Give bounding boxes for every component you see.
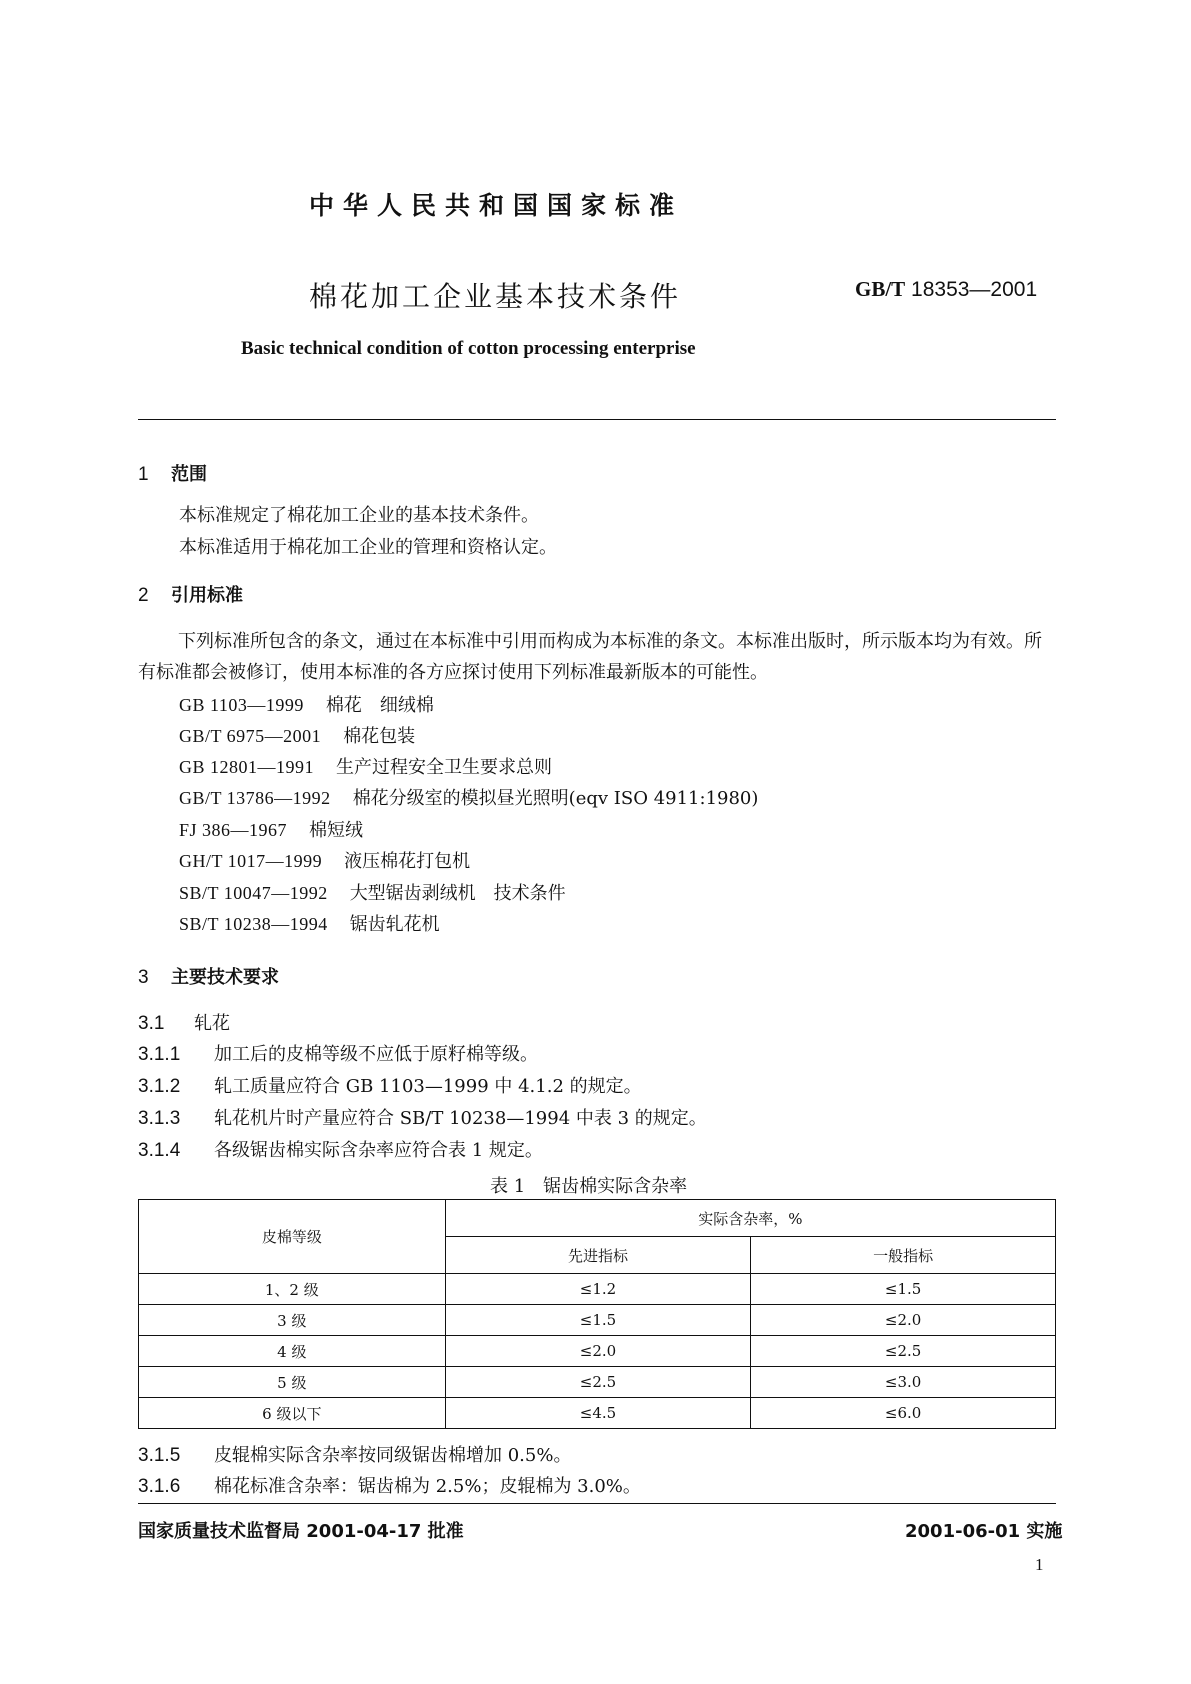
- cell-grade: 4 级: [139, 1336, 446, 1367]
- reference-code: SB/T 10238—1994: [179, 914, 328, 934]
- org-title: 中华人民共和国国家标准: [309, 191, 684, 220]
- reference-item: [179, 879, 566, 905]
- clause-number: 3.1.1: [138, 1044, 181, 1065]
- cell-advanced: ≤1.5: [445, 1305, 751, 1336]
- effective-date: 2001-06-01 实施: [905, 1521, 1063, 1542]
- cell-grade: 6 级以下: [139, 1398, 446, 1429]
- reference-title: 棉花分级室的模拟昼光照明(eqv ISO 4911:1980): [352, 788, 759, 809]
- cell-general: ≤2.0: [751, 1305, 1056, 1336]
- cell-grade: 3 级: [139, 1305, 446, 1336]
- section-3-number: 3: [138, 967, 149, 988]
- reference-title: 棉短绒: [309, 820, 364, 841]
- standard-prefix: GB/T: [855, 277, 906, 301]
- section-1-title: 范围: [171, 464, 207, 485]
- section-1-paragraph-2: 本标准适用于棉花加工企业的管理和资格认定。: [179, 537, 557, 558]
- clause-3-1-4: [138, 1136, 543, 1162]
- clause-number: 3.1.2: [138, 1076, 181, 1097]
- cell-general: ≤2.5: [751, 1336, 1056, 1367]
- clause-number: 3.1.3: [138, 1108, 181, 1129]
- reference-item: [179, 784, 758, 810]
- reference-code: GH/T 1017—1999: [179, 851, 323, 871]
- footer-divider: [138, 1503, 1056, 1504]
- reference-item: [179, 910, 440, 936]
- clause-3-1: [138, 1009, 230, 1035]
- header-divider: [138, 419, 1056, 420]
- english-title: Basic technical condition of cotton processing enterprise: [241, 338, 696, 359]
- table-header-advanced: 先进指标: [445, 1237, 751, 1274]
- reference-title: 锯齿轧花机: [349, 914, 440, 935]
- reference-item: [179, 847, 470, 873]
- reference-code: SB/T 10047—1992: [179, 883, 328, 903]
- section-1-paragraph-1: 本标准规定了棉花加工企业的基本技术条件。: [179, 505, 539, 526]
- section-1-number: 1: [138, 464, 149, 485]
- clause-3-1-6: [138, 1472, 641, 1498]
- cell-general: ≤6.0: [751, 1398, 1056, 1429]
- reference-item: [179, 691, 434, 717]
- cell-general: ≤1.5: [751, 1274, 1056, 1305]
- clause-3-1-2: [138, 1072, 642, 1098]
- clause-text: 轧花机片时产量应符合 SB/T 10238—1994 中表 3 的规定。: [214, 1108, 707, 1129]
- clause-text: 加工后的皮棉等级不应低于原籽棉等级。: [214, 1044, 538, 1065]
- page-number: 1: [1035, 1555, 1044, 1574]
- table-header-grade: 皮棉等级: [139, 1200, 446, 1274]
- table-row: [139, 1367, 1056, 1398]
- reference-code: GB 1103—1999: [179, 695, 304, 715]
- clause-number: 3.1.4: [138, 1140, 181, 1161]
- table-caption: 表 1 锯齿棉实际含杂率: [490, 1176, 688, 1197]
- clause-number: 3.1: [138, 1013, 165, 1034]
- cell-grade: 5 级: [139, 1367, 446, 1398]
- reference-item: [179, 722, 415, 748]
- reference-code: GB/T 6975—2001: [179, 726, 322, 746]
- reference-code: GB 12801—1991: [179, 757, 315, 777]
- reference-title: 棉花包装: [343, 726, 416, 747]
- reference-title: 液压棉花打包机: [344, 851, 471, 872]
- reference-title: 棉花 细绒棉: [325, 695, 434, 716]
- impurity-rate-table: [138, 1199, 1056, 1429]
- reference-item: [179, 816, 363, 842]
- table-header-general: 一般指标: [751, 1237, 1056, 1274]
- section-3-title: 主要技术要求: [171, 967, 279, 988]
- clause-text: 各级锯齿棉实际含杂率应符合表 1 规定。: [214, 1140, 543, 1161]
- reference-item: [179, 753, 552, 779]
- table-header-rate-group: 实际含杂率，%: [445, 1200, 1055, 1237]
- clause-3-1-3: [138, 1104, 707, 1130]
- clause-3-1-1: [138, 1040, 538, 1066]
- cell-grade: 1、2 级: [139, 1274, 446, 1305]
- document-title: 棉花加工企业基本技术条件: [309, 280, 682, 313]
- standard-code: 18353—2001: [911, 278, 1038, 301]
- section-2-title: 引用标准: [171, 585, 243, 606]
- cell-advanced: ≤2.5: [445, 1367, 751, 1398]
- section-2-number: 2: [138, 585, 149, 606]
- cell-advanced: ≤2.0: [445, 1336, 751, 1367]
- table-row: [139, 1336, 1056, 1367]
- reference-title: 大型锯齿剥绒机 技术条件: [349, 883, 566, 904]
- cell-advanced: ≤1.2: [445, 1274, 751, 1305]
- clause-text: 棉花标准含杂率：锯齿棉为 2.5%；皮辊棉为 3.0%。: [214, 1476, 641, 1497]
- table-row: [139, 1398, 1056, 1429]
- cell-general: ≤3.0: [751, 1367, 1056, 1398]
- clause-number: 3.1.6: [138, 1476, 181, 1497]
- clause-number: 3.1.5: [138, 1445, 181, 1466]
- clause-3-1-5: [138, 1441, 571, 1467]
- table-row: [139, 1305, 1056, 1336]
- reference-title: 生产过程安全卫生要求总则: [336, 757, 553, 778]
- cell-advanced: ≤4.5: [445, 1398, 751, 1429]
- table-row: [139, 1274, 1056, 1305]
- section-2-heading: [138, 581, 243, 607]
- section-1-heading: [138, 460, 207, 486]
- clause-text: 皮辊棉实际含杂率按同级锯齿棉增加 0.5%。: [214, 1445, 572, 1466]
- section-3-heading: [138, 963, 279, 989]
- standard-number: [855, 277, 1037, 302]
- reference-code: FJ 386—1967: [179, 820, 288, 840]
- clause-text: 轧花: [194, 1013, 230, 1034]
- reference-code: GB/T 13786—1992: [179, 788, 331, 808]
- clause-text: 轧工质量应符合 GB 1103—1999 中 4.1.2 的规定。: [214, 1076, 642, 1097]
- section-2-intro: 下列标准所包含的条文，通过在本标准中引用而构成为本标准的条文。本标准出版时，所示版本均为有效。所有标准都会被修订，使用本标准的各方应探讨使用下列标准最新版本的可能性。: [138, 631, 1042, 683]
- approval-statement: 国家质量技术监督局 2001-04-17 批准: [138, 1521, 464, 1542]
